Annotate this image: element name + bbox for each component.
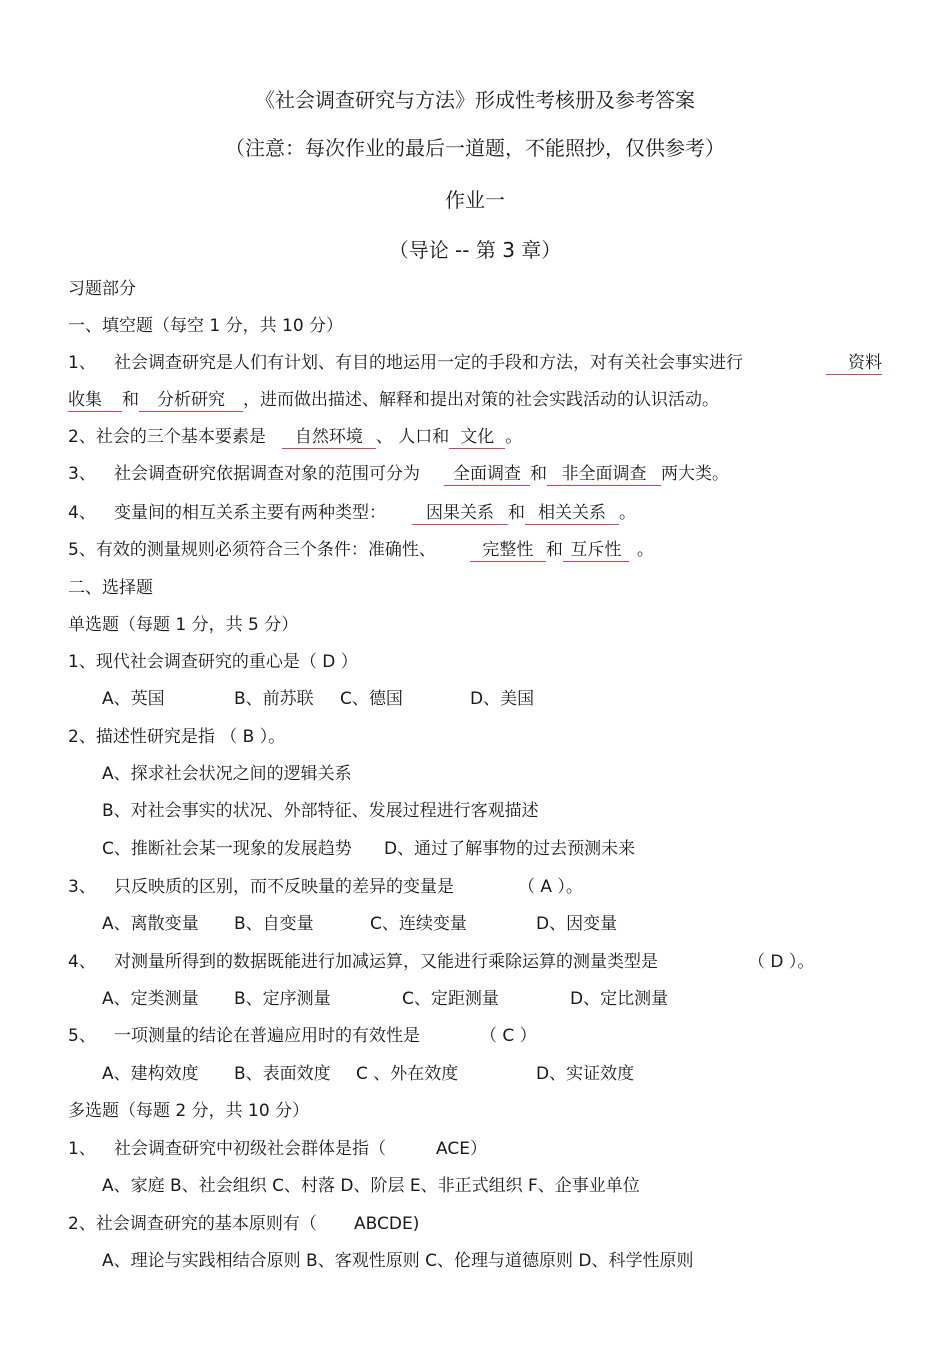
fill-q4-num: 4、 (68, 503, 96, 523)
multi-q1-stem: 社会调查研究中初级社会群体是指（ (114, 1139, 386, 1159)
fill-q2-answer1: 自然环境 (282, 426, 376, 449)
fill-q1-text-b: ，进而做出描述、解释和提出对策的社会实践活动的认识活动。 (243, 390, 719, 410)
single-q1-stem: 1、现代社会调查研究的重心是（ D ） (68, 652, 358, 672)
fill-q1-answer1a: 资料 (826, 352, 882, 375)
fill-q1-line2 (68, 389, 719, 412)
fill-q3-text-a: 社会调查研究依据调查对象的范围可分为 (114, 464, 420, 484)
single-q5-option-c: C 、外在效度 (356, 1064, 459, 1084)
fill-q4-answer1: 因果关系 (412, 502, 508, 525)
fill-q3-text-b: 两大类。 (661, 464, 729, 484)
single-choice-heading: 单选题（每题 1 分，共 5 分） (68, 615, 299, 635)
fill-q5-text-a: 5、有效的测量规则必须符合三个条件：准确性、 (68, 540, 436, 560)
single-q2-option-a: A、探求社会状况之间的逻辑关系 (102, 764, 352, 784)
fill-q5-answer2: 互斥性 (563, 539, 629, 562)
fill-q3-answer1: 全面调查 (444, 463, 530, 486)
fill-q2-text-c: 。 (505, 427, 523, 447)
single-q5-stem: 一项测量的结论在普遍应用时的有效性是 (114, 1026, 420, 1046)
fill-q5-answer1: 完整性 (470, 539, 546, 562)
single-q3-num: 3、 (68, 877, 96, 897)
single-q1-option-a: A、英国 (102, 689, 165, 709)
single-q5-answer: （ C ） (480, 1026, 537, 1046)
multi-q2-options: A、理论与实践相结合原则 B、客观性原则 C、伦理与道德原则 D、科学性原则 (102, 1251, 694, 1271)
single-q3-answer: （ A ）。 (518, 877, 583, 897)
assignment-title: 作业一 (445, 188, 505, 212)
single-q4-option-b: B、定序测量 (234, 989, 331, 1009)
single-q2-option-b: B、对社会事实的状况、外部特征、发展过程进行客观描述 (102, 801, 539, 821)
single-q3-option-d: D、因变量 (536, 914, 618, 934)
single-q1-option-d: D、美国 (470, 689, 535, 709)
multi-q2-answer: ABCDE) (354, 1214, 420, 1234)
fill-q5-conj: 和 (545, 540, 563, 560)
chapter-range: （导论 -- 第 3 章） (388, 238, 562, 262)
single-q5-option-a: A、建构效度 (102, 1064, 199, 1084)
single-q5-num: 5、 (68, 1026, 96, 1046)
single-q2-option-c: C、推断社会某一现象的发展趋势 (102, 839, 352, 859)
single-q2-stem: 2、描述性研究是指 （ B ）。 (68, 727, 286, 747)
single-q4-option-d: D、定比测量 (570, 989, 669, 1009)
single-q3-option-c: C、连续变量 (370, 914, 467, 934)
single-q3-option-b: B、自变量 (234, 914, 314, 934)
multi-q1-answer: ACE） (436, 1139, 487, 1159)
single-q4-option-a: A、定类测量 (102, 989, 199, 1009)
fill-q2 (68, 426, 522, 449)
fill-q1-answer2: 分析研究 (139, 389, 243, 412)
multi-choice-heading: 多选题（每题 2 分，共 10 分） (68, 1101, 310, 1121)
fill-q4-conj: 和 (508, 503, 525, 523)
fill-q1-conj: 和 (122, 390, 139, 410)
single-q4-answer: （ D ）。 (748, 952, 815, 972)
single-q2-option-d: D、通过了解事物的过去预测未来 (384, 839, 636, 859)
document-title: 《社会调查研究与方法》形成性考核册及参考答案 (255, 88, 695, 112)
multi-q1-options: A、家庭 B、社会组织 C、村落 D、阶层 E、非正式组织 F、企事业单位 (102, 1176, 640, 1196)
fill-q4-text-a: 变量间的相互关系主要有两种类型： (114, 503, 386, 523)
fill-q1-answer1b: 收集 (68, 389, 122, 412)
fill-q2-text-a: 2、社会的三个基本要素是 (68, 427, 266, 447)
fill-blank-heading: 一、填空题（每空 1 分，共 10 分） (68, 316, 344, 336)
fill-q2-answer2: 文化 (449, 426, 505, 449)
single-q4-option-c: C、定距测量 (402, 989, 499, 1009)
single-q3-stem: 只反映质的区别，而不反映量的差异的变量是 (114, 877, 454, 897)
single-q1-option-c: C、德国 (340, 689, 403, 709)
multi-q2-stem: 2、社会调查研究的基本原则有（ (68, 1214, 317, 1234)
fill-q4-text-b: 。 (619, 503, 636, 523)
fill-q4-answer2: 相关关系 (525, 502, 619, 525)
single-q3-option-a: A、离散变量 (102, 914, 199, 934)
fill-q5 (68, 539, 654, 562)
single-q5-option-b: B、表面效度 (234, 1064, 331, 1084)
single-q1-option-b: B、前苏联 (234, 689, 314, 709)
fill-q3-conj: 和 (530, 464, 547, 484)
single-q4-num: 4、 (68, 952, 96, 972)
fill-q1-answer-part1 (826, 352, 882, 375)
fill-q1-text: 社会调查研究是人们有计划、有目的地运用一定的手段和方法，对有关社会事实进行 (114, 353, 743, 373)
fill-q3-answer2: 非全面调查 (547, 463, 661, 486)
fill-q2-text-b: 、 人口和 (375, 427, 450, 447)
fill-q1-num: 1、 (68, 353, 96, 373)
document-note: （注意：每次作业的最后一道题，不能照抄，仅供参考） (225, 136, 725, 160)
single-q5-option-d: D、实证效度 (536, 1064, 635, 1084)
choice-heading: 二、选择题 (68, 578, 153, 598)
single-q4-stem: 对测量所得到的数据既能进行加减运算，又能进行乘除运算的测量类型是 (114, 952, 658, 972)
section-label: 习题部分 (68, 279, 136, 299)
fill-q4 (114, 502, 636, 525)
fill-q3 (114, 463, 729, 486)
fill-q5-text-b: 。 (636, 540, 654, 560)
multi-q1-num: 1、 (68, 1139, 96, 1159)
fill-q3-num: 3、 (68, 464, 96, 484)
